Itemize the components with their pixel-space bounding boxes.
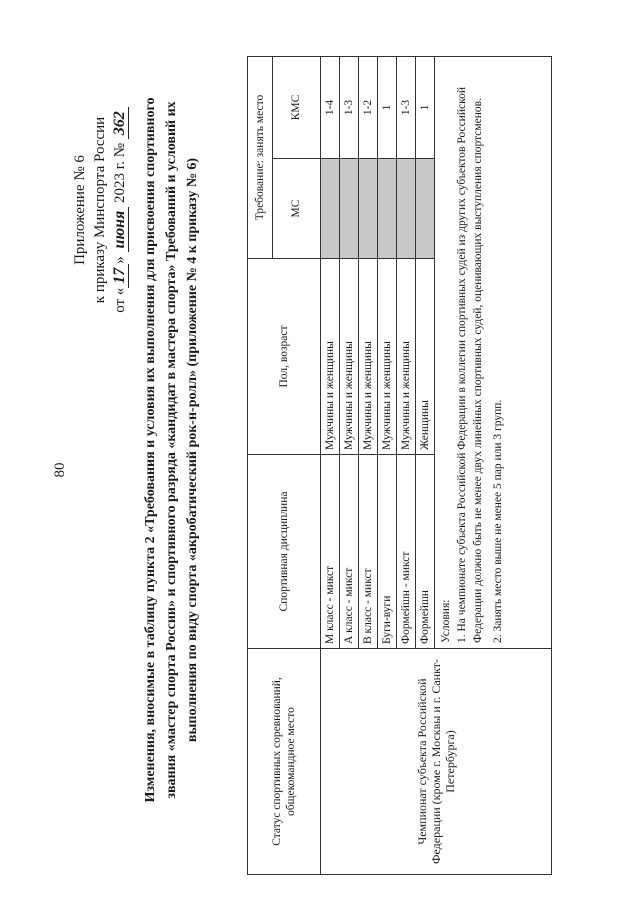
date-prefix: от « <box>112 287 128 313</box>
discipline-cell: Формейшн - микст <box>397 455 416 649</box>
conditions-cell <box>435 56 552 648</box>
appendix-date <box>110 60 130 360</box>
gender-cell: Мужчины и женщины <box>359 259 378 455</box>
handwritten-day: 17 <box>111 264 129 288</box>
ms-cell <box>416 159 435 259</box>
gender-cell: Женщины <box>416 259 435 455</box>
discipline-cell: А класс - микст <box>340 455 359 649</box>
handwritten-number: 362 <box>111 107 129 139</box>
header-ms: МС <box>272 159 320 259</box>
kms-cell: 1-3 <box>340 56 359 158</box>
title-line-2: звания «мастер спорта России» и спортивного разряда «кандидат в мастера спорта» Требований и условий их <box>164 101 179 799</box>
date-mid: » <box>112 256 128 264</box>
document-title <box>140 40 203 860</box>
ms-cell <box>378 159 397 259</box>
gender-cell: Мужчины и женщины <box>378 259 397 455</box>
gender-cell: Мужчины и женщины <box>397 259 416 455</box>
requirements-table <box>247 56 552 875</box>
appendix-title: Приложение № 6 <box>72 155 88 265</box>
ms-cell <box>397 159 416 259</box>
header-kms: КМС <box>272 56 320 158</box>
kms-cell: 1 <box>378 56 397 158</box>
appendix-header <box>70 60 130 360</box>
ms-cell <box>340 159 359 259</box>
status-cell: Чемпионат субъекта Российской Федерации (кроме г. Москвы и г. Санкт-Петербурга) <box>321 649 552 875</box>
ms-cell <box>321 159 340 259</box>
discipline-cell: М класс - микст <box>321 455 340 649</box>
header-gender: Пол, возраст <box>248 259 321 455</box>
appendix-order: к приказу Минспорта России <box>92 116 108 304</box>
condition-item-2: 2. Занять место выше не менее 5 пар или 3 групп. <box>492 399 504 643</box>
gender-cell: Мужчины и женщины <box>340 259 359 455</box>
kms-cell: 1-2 <box>359 56 378 158</box>
kms-cell: 1-3 <box>397 56 416 158</box>
header-discipline: Спортивная дисциплина <box>248 455 321 649</box>
discipline-cell: Формейшн <box>416 455 435 649</box>
gender-cell: Мужчины и женщины <box>321 259 340 455</box>
header-requirement: Требование: занять место <box>248 56 273 258</box>
condition-item-1: 1. На чемпионате субъекта Российской Федерации в коллегии спортивных судей из других субъектов Российской Федерации должно быть не менее двух линейных спортивных судей, оценивающих выступления спортсменов. <box>456 86 484 643</box>
handwritten-month: июня <box>111 207 129 253</box>
table-row <box>321 56 340 874</box>
kms-cell: 1-4 <box>321 56 340 158</box>
page-number: 80 <box>52 462 68 478</box>
ms-cell <box>359 159 378 259</box>
conditions-heading: Условия: <box>440 599 452 643</box>
header-status: Статус спортивных соревнований, общекомандное место <box>248 649 321 875</box>
title-line-3: выполнения по виду спорта «акробатический рок-н-ролл» (приложение № 4 к приказу № 6) <box>185 157 200 743</box>
table-header-row <box>248 56 273 874</box>
title-line-1: Изменения, вносимые в таблицу пункта 2 «Требования и условия их выполнения для присвоения спортивного <box>143 97 158 803</box>
discipline-cell: Буги-вуги <box>378 455 397 649</box>
kms-cell: 1 <box>416 56 435 158</box>
discipline-cell: В класс - микст <box>359 455 378 649</box>
date-year: 2023 г. № <box>112 142 128 203</box>
